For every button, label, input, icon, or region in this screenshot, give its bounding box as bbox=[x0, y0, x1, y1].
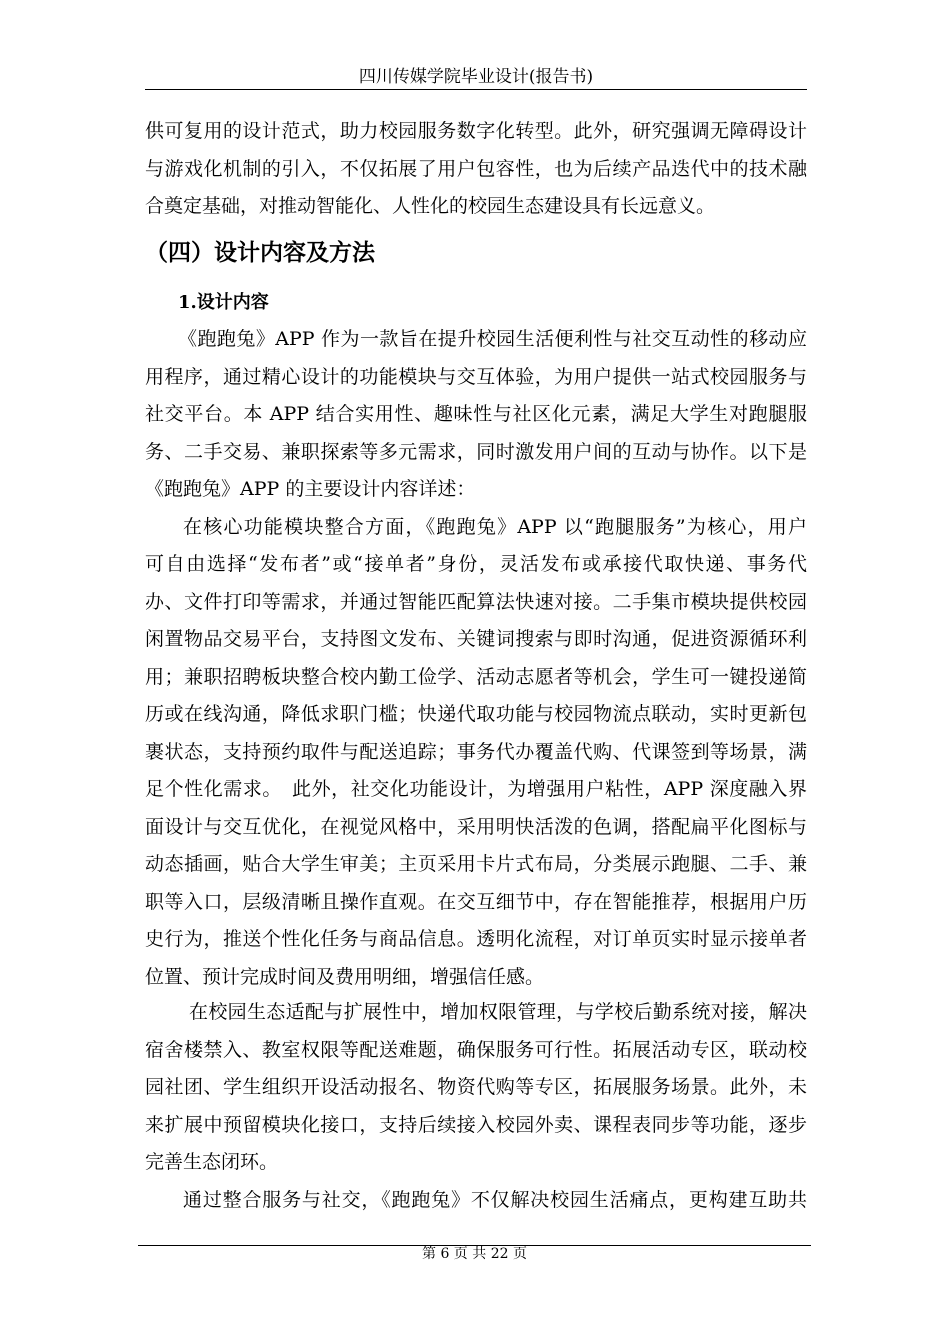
text-line: 闲置物品交易平台，支持图文发布、关键词搜索与即时沟通，促进资源循环利 bbox=[145, 628, 807, 650]
text-line: 足个性化需求。 此外，社交化功能设计，为增强用户粘性，APP 深度融入界 bbox=[145, 778, 807, 800]
text-line: 面设计与交互优化，在视觉风格中，采用明快活泼的色调，搭配扁平化图标与 bbox=[145, 816, 807, 838]
text-line: 用；兼职招聘板块整合校内勤工俭学、活动志愿者等机会，学生可一键投递简 bbox=[145, 666, 807, 688]
text-line: 与游戏化机制的引入，不仅拓展了用户包容性，也为后续产品迭代中的技术融 bbox=[145, 158, 807, 180]
text-line: 《跑跑兔》APP 作为一款旨在提升校园生活便利性与社交互动性的移动应 bbox=[178, 328, 807, 350]
text-line: 完善生态闭环。 bbox=[145, 1151, 279, 1173]
page-header-title: 四川传媒学院毕业设计(报告书) bbox=[358, 67, 594, 87]
text-line: 史行为，推送个性化任务与商品信息。透明化流程，对订单页实时显示接单者 bbox=[145, 928, 807, 950]
text-line: 历或在线沟通，降低求职门槛；快递代取功能与校园物流点联动，实时更新包 bbox=[145, 703, 807, 725]
text-line: 通过整合服务与社交，《跑跑兔》不仅解决校园生活痛点，更构建互助共 bbox=[183, 1189, 807, 1211]
text-line: 合奠定基础，对推动智能化、人性化的校园生态建设具有长远意义。 bbox=[145, 195, 716, 217]
text-line: 宿舍楼禁入、教室权限等配送难题，确保服务可行性。拓展活动专区，联动校 bbox=[145, 1039, 807, 1061]
subsection-heading: 1.设计内容 bbox=[178, 292, 269, 313]
text-line: 务、二手交易、兼职探索等多元需求，同时激发用户间的互动与协作。以下是 bbox=[145, 441, 807, 463]
text-line: 在校园生态适配与扩展性中，增加权限管理，与学校后勤系统对接，解决 bbox=[189, 1001, 807, 1023]
text-line: 职等入口，层级清晰且操作直观。在交互细节中，存在智能推荐，根据用户历 bbox=[145, 891, 807, 913]
text-line: 办、文件打印等需求，并通过智能匹配算法快速对接。二手集市模块提供校园 bbox=[145, 591, 807, 613]
text-line: 裹状态，支持预约取件与配送追踪；事务代办覆盖代购、代课签到等场景，满 bbox=[145, 741, 807, 763]
header-divider bbox=[145, 89, 807, 90]
text-line: 位置、预计完成时间及费用明细，增强信任感。 bbox=[145, 966, 545, 988]
page-number: 第 6 页 共 22 页 bbox=[422, 1246, 527, 1262]
text-line: 来扩展中预留模块化接口，支持后续接入校园外卖、课程表同步等功能，逐步 bbox=[145, 1114, 807, 1136]
text-line: 园社团、学生组织开设活动报名、物资代购等专区，拓展服务场景。此外，未 bbox=[145, 1076, 807, 1098]
section-heading: （四）设计内容及方法 bbox=[145, 239, 375, 266]
text-line: 《跑跑兔》APP 的主要设计内容详述： bbox=[145, 478, 476, 500]
text-line: 动态插画，贴合大学生审美；主页采用卡片式布局，分类展示跑腿、二手、兼 bbox=[145, 853, 807, 875]
text-line: 可自由选择“发布者”或“接单者”身份，灵活发布或承接代取快递、事务代 bbox=[145, 553, 807, 575]
text-line: 社交平台。本 APP 结合实用性、趣味性与社区化元素，满足大学生对跑腿服 bbox=[145, 403, 807, 425]
text-line: 用程序，通过精心设计的功能模块与交互体验，为用户提供一站式校园服务与 bbox=[145, 366, 807, 388]
text-line: 在核心功能模块整合方面，《跑跑兔》APP 以“跑腿服务”为核心，用户 bbox=[183, 516, 807, 538]
text-line: 供可复用的设计范式，助力校园服务数字化转型。此外，研究强调无障碍设计 bbox=[145, 120, 807, 142]
